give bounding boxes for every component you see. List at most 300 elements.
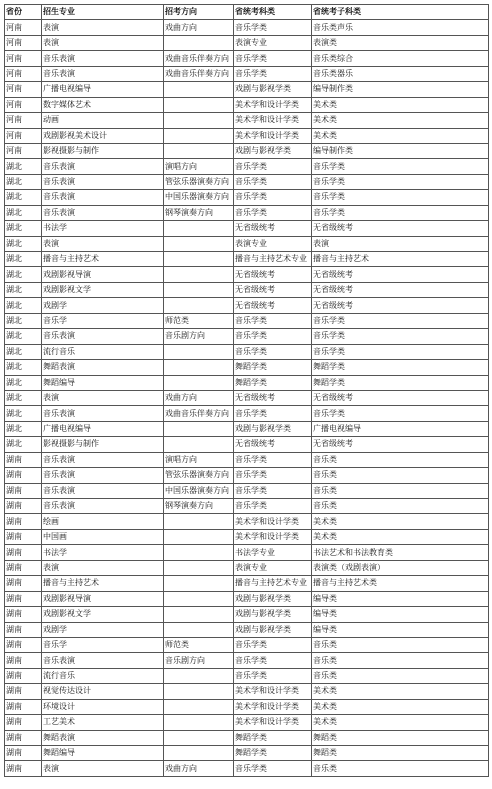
cell-direction: 管弦乐器演奏方向 <box>164 468 234 483</box>
cell-province: 湖南 <box>5 468 42 483</box>
table-row <box>5 298 489 313</box>
cell-direction <box>164 421 234 436</box>
cell-major: 中国画 <box>42 529 164 544</box>
cell-direction <box>164 113 234 128</box>
cell-direction <box>164 282 234 297</box>
cell-exam-subcategory: 编导制作类 <box>312 143 489 158</box>
cell-major: 音乐表演 <box>42 51 164 66</box>
cell-major: 影视摄影与制作 <box>42 143 164 158</box>
cell-major: 音乐表演 <box>42 205 164 220</box>
cell-direction: 戏曲音乐伴奏方向 <box>164 51 234 66</box>
cell-direction: 管弦乐器演奏方向 <box>164 174 234 189</box>
cell-province: 湖南 <box>5 607 42 622</box>
cell-province: 湖南 <box>5 529 42 544</box>
cell-direction: 戏曲音乐伴奏方向 <box>164 66 234 81</box>
table-row <box>5 421 489 436</box>
cell-exam-subcategory: 表演类 <box>312 35 489 50</box>
cell-exam-category: 无省级统考 <box>234 282 312 297</box>
cell-exam-category: 音乐学类 <box>234 159 312 174</box>
cell-direction: 戏曲方向 <box>164 761 234 776</box>
header-exam-subcategory: 省统考子科类 <box>312 5 489 20</box>
cell-exam-subcategory: 播音与主持艺术类 <box>312 576 489 591</box>
header-exam-category: 省统考科类 <box>234 5 312 20</box>
cell-major: 音乐表演 <box>42 190 164 205</box>
cell-exam-category: 戏剧与影视学类 <box>234 607 312 622</box>
cell-exam-category: 音乐学类 <box>234 66 312 81</box>
table-row <box>5 360 489 375</box>
table-row <box>5 406 489 421</box>
cell-exam-subcategory: 音乐学类 <box>312 344 489 359</box>
table-row <box>5 282 489 297</box>
table-row <box>5 128 489 143</box>
cell-exam-category: 无省级统考 <box>234 298 312 313</box>
cell-exam-subcategory: 无省级统考 <box>312 282 489 297</box>
cell-exam-subcategory: 音乐类声乐 <box>312 20 489 35</box>
table-row <box>5 699 489 714</box>
cell-exam-category: 表演专业 <box>234 236 312 251</box>
table-row <box>5 545 489 560</box>
cell-province: 湖北 <box>5 406 42 421</box>
cell-major: 流行音乐 <box>42 344 164 359</box>
cell-province: 湖北 <box>5 190 42 205</box>
cell-exam-subcategory: 音乐类 <box>312 468 489 483</box>
cell-province: 湖北 <box>5 375 42 390</box>
cell-exam-subcategory: 舞蹈学类 <box>312 375 489 390</box>
cell-exam-subcategory: 舞蹈类 <box>312 730 489 745</box>
cell-direction: 戏曲方向 <box>164 20 234 35</box>
header-major: 招生专业 <box>42 5 164 20</box>
cell-exam-subcategory: 播音与主持艺术 <box>312 252 489 267</box>
table-row <box>5 159 489 174</box>
cell-exam-category: 音乐学类 <box>234 205 312 220</box>
table-row <box>5 576 489 591</box>
cell-major: 数字媒体艺术 <box>42 97 164 112</box>
cell-direction: 演唱方向 <box>164 159 234 174</box>
cell-exam-category: 舞蹈学类 <box>234 360 312 375</box>
cell-exam-subcategory: 舞蹈类 <box>312 746 489 761</box>
cell-direction <box>164 128 234 143</box>
cell-exam-subcategory: 音乐学类 <box>312 406 489 421</box>
cell-province: 湖南 <box>5 715 42 730</box>
cell-major: 工艺美术 <box>42 715 164 730</box>
cell-exam-subcategory: 编导制作类 <box>312 82 489 97</box>
cell-province: 湖南 <box>5 699 42 714</box>
cell-exam-subcategory: 音乐类综合 <box>312 51 489 66</box>
cell-exam-subcategory: 无省级统考 <box>312 390 489 405</box>
cell-province: 河南 <box>5 20 42 35</box>
cell-province: 河南 <box>5 143 42 158</box>
cell-exam-subcategory: 美术类 <box>312 529 489 544</box>
cell-direction <box>164 35 234 50</box>
table-body <box>5 20 489 776</box>
cell-exam-subcategory: 美术类 <box>312 699 489 714</box>
table-row <box>5 452 489 467</box>
table-row <box>5 236 489 251</box>
cell-major: 表演 <box>42 35 164 50</box>
cell-direction <box>164 97 234 112</box>
cell-exam-category: 表演专业 <box>234 560 312 575</box>
cell-direction: 师范类 <box>164 637 234 652</box>
cell-exam-category: 音乐学类 <box>234 637 312 652</box>
cell-direction: 戏曲音乐伴奏方向 <box>164 406 234 421</box>
cell-exam-category: 戏剧与影视学类 <box>234 82 312 97</box>
table-row <box>5 529 489 544</box>
cell-major: 书法学 <box>42 545 164 560</box>
cell-major: 音乐表演 <box>42 174 164 189</box>
cell-exam-category: 书法学专业 <box>234 545 312 560</box>
cell-major: 音乐表演 <box>42 159 164 174</box>
cell-exam-subcategory: 音乐学类 <box>312 205 489 220</box>
cell-direction <box>164 591 234 606</box>
cell-major: 戏剧学 <box>42 622 164 637</box>
cell-exam-category: 音乐学类 <box>234 499 312 514</box>
table-row <box>5 499 489 514</box>
cell-exam-category: 戏剧与影视学类 <box>234 421 312 436</box>
cell-major: 表演 <box>42 20 164 35</box>
table-row <box>5 653 489 668</box>
table-row <box>5 174 489 189</box>
cell-exam-category: 音乐学类 <box>234 20 312 35</box>
cell-exam-category: 音乐学类 <box>234 329 312 344</box>
table-row <box>5 607 489 622</box>
cell-direction: 钢琴演奏方向 <box>164 499 234 514</box>
cell-exam-subcategory: 美术类 <box>312 113 489 128</box>
cell-exam-category: 音乐学类 <box>234 344 312 359</box>
cell-province: 河南 <box>5 51 42 66</box>
cell-exam-subcategory: 美术类 <box>312 97 489 112</box>
cell-major: 舞蹈表演 <box>42 730 164 745</box>
cell-exam-subcategory: 无省级统考 <box>312 267 489 282</box>
cell-exam-category: 戏剧与影视学类 <box>234 143 312 158</box>
cell-direction <box>164 560 234 575</box>
cell-exam-subcategory: 音乐类 <box>312 499 489 514</box>
cell-province: 湖南 <box>5 591 42 606</box>
header-direction: 招考方向 <box>164 5 234 20</box>
cell-exam-category: 播音与主持艺术专业 <box>234 252 312 267</box>
cell-exam-subcategory: 表演 <box>312 236 489 251</box>
cell-exam-category: 音乐学类 <box>234 761 312 776</box>
cell-exam-category: 美术学和设计学类 <box>234 113 312 128</box>
cell-major: 戏剧影视文学 <box>42 607 164 622</box>
cell-direction <box>164 529 234 544</box>
cell-major: 广播电视编导 <box>42 82 164 97</box>
cell-direction: 演唱方向 <box>164 452 234 467</box>
table-row <box>5 35 489 50</box>
cell-major: 舞蹈表演 <box>42 360 164 375</box>
cell-province: 河南 <box>5 35 42 50</box>
cell-direction <box>164 267 234 282</box>
cell-exam-category: 音乐学类 <box>234 653 312 668</box>
table-row <box>5 715 489 730</box>
cell-province: 湖北 <box>5 329 42 344</box>
table-header-row <box>5 5 489 20</box>
cell-direction <box>164 236 234 251</box>
cell-province: 湖南 <box>5 452 42 467</box>
table-row <box>5 684 489 699</box>
cell-province: 湖北 <box>5 159 42 174</box>
cell-major: 表演 <box>42 236 164 251</box>
cell-exam-category: 美术学和设计学类 <box>234 529 312 544</box>
cell-province: 湖南 <box>5 483 42 498</box>
cell-exam-category: 美术学和设计学类 <box>234 699 312 714</box>
cell-major: 流行音乐 <box>42 668 164 683</box>
cell-province: 河南 <box>5 97 42 112</box>
cell-province: 湖北 <box>5 221 42 236</box>
cell-exam-category: 无省级统考 <box>234 221 312 236</box>
cell-direction <box>164 298 234 313</box>
cell-province: 湖北 <box>5 236 42 251</box>
cell-major: 表演 <box>42 560 164 575</box>
cell-exam-category: 舞蹈学类 <box>234 730 312 745</box>
cell-exam-subcategory: 无省级统考 <box>312 437 489 452</box>
cell-exam-category: 音乐学类 <box>234 452 312 467</box>
cell-province: 湖南 <box>5 560 42 575</box>
cell-exam-subcategory: 音乐类 <box>312 668 489 683</box>
table-row <box>5 20 489 35</box>
cell-province: 湖南 <box>5 746 42 761</box>
cell-exam-category: 美术学和设计学类 <box>234 514 312 529</box>
cell-exam-subcategory: 音乐类 <box>312 653 489 668</box>
cell-exam-subcategory: 音乐学类 <box>312 190 489 205</box>
cell-major: 戏剧学 <box>42 298 164 313</box>
cell-exam-category: 舞蹈学类 <box>234 375 312 390</box>
cell-direction <box>164 684 234 699</box>
cell-province: 湖北 <box>5 174 42 189</box>
cell-direction <box>164 82 234 97</box>
cell-major: 书法学 <box>42 221 164 236</box>
cell-exam-category: 音乐学类 <box>234 468 312 483</box>
cell-direction <box>164 143 234 158</box>
cell-major: 音乐表演 <box>42 653 164 668</box>
cell-province: 湖北 <box>5 360 42 375</box>
cell-exam-subcategory: 书法艺术和书法教育类 <box>312 545 489 560</box>
table-row <box>5 190 489 205</box>
cell-major: 舞蹈编导 <box>42 746 164 761</box>
cell-province: 河南 <box>5 128 42 143</box>
cell-exam-category: 舞蹈学类 <box>234 746 312 761</box>
cell-exam-category: 无省级统考 <box>234 390 312 405</box>
cell-exam-category: 音乐学类 <box>234 174 312 189</box>
cell-major: 音乐表演 <box>42 452 164 467</box>
cell-province: 河南 <box>5 82 42 97</box>
cell-province: 湖南 <box>5 668 42 683</box>
cell-exam-subcategory: 广播电视编导 <box>312 421 489 436</box>
cell-major: 动画 <box>42 113 164 128</box>
cell-direction: 师范类 <box>164 313 234 328</box>
cell-exam-subcategory: 美术类 <box>312 715 489 730</box>
cell-exam-category: 音乐学类 <box>234 483 312 498</box>
table-row <box>5 622 489 637</box>
table-row <box>5 252 489 267</box>
cell-province: 湖南 <box>5 637 42 652</box>
cell-exam-category: 无省级统考 <box>234 437 312 452</box>
cell-direction: 中国乐器演奏方向 <box>164 190 234 205</box>
table-row <box>5 437 489 452</box>
cell-exam-subcategory: 音乐类 <box>312 761 489 776</box>
table-row <box>5 66 489 81</box>
cell-major: 音乐表演 <box>42 329 164 344</box>
cell-exam-category: 美术学和设计学类 <box>234 684 312 699</box>
cell-major: 音乐表演 <box>42 406 164 421</box>
cell-major: 音乐学 <box>42 637 164 652</box>
cell-province: 湖南 <box>5 684 42 699</box>
cell-exam-category: 音乐学类 <box>234 668 312 683</box>
cell-exam-subcategory: 音乐类 <box>312 483 489 498</box>
cell-direction <box>164 375 234 390</box>
header-province: 省份 <box>5 5 42 20</box>
cell-direction <box>164 576 234 591</box>
cell-major: 环境设计 <box>42 699 164 714</box>
cell-direction <box>164 730 234 745</box>
cell-exam-category: 音乐学类 <box>234 190 312 205</box>
cell-exam-subcategory: 音乐类 <box>312 452 489 467</box>
cell-province: 湖南 <box>5 514 42 529</box>
cell-exam-category: 音乐学类 <box>234 51 312 66</box>
table-row <box>5 761 489 776</box>
cell-major: 戏剧影视文学 <box>42 282 164 297</box>
cell-province: 湖北 <box>5 267 42 282</box>
cell-direction <box>164 746 234 761</box>
cell-province: 湖北 <box>5 313 42 328</box>
cell-province: 湖南 <box>5 653 42 668</box>
cell-major: 音乐表演 <box>42 499 164 514</box>
table-row <box>5 514 489 529</box>
cell-exam-subcategory: 舞蹈学类 <box>312 360 489 375</box>
cell-direction <box>164 668 234 683</box>
table-row <box>5 267 489 282</box>
cell-exam-subcategory: 美术类 <box>312 684 489 699</box>
cell-province: 湖南 <box>5 622 42 637</box>
cell-direction: 钢琴演奏方向 <box>164 205 234 220</box>
cell-province: 湖北 <box>5 421 42 436</box>
cell-major: 戏剧影视美术设计 <box>42 128 164 143</box>
cell-major: 视觉传达设计 <box>42 684 164 699</box>
cell-direction <box>164 344 234 359</box>
cell-exam-category: 美术学和设计学类 <box>234 97 312 112</box>
admissions-table <box>4 4 489 777</box>
cell-province: 湖北 <box>5 252 42 267</box>
table-row <box>5 344 489 359</box>
table-row <box>5 375 489 390</box>
cell-province: 湖北 <box>5 344 42 359</box>
table-row <box>5 313 489 328</box>
cell-exam-category: 音乐学类 <box>234 313 312 328</box>
table-row <box>5 82 489 97</box>
cell-province: 湖南 <box>5 761 42 776</box>
cell-major: 音乐表演 <box>42 66 164 81</box>
cell-major: 表演 <box>42 761 164 776</box>
cell-direction <box>164 622 234 637</box>
cell-exam-subcategory: 无省级统考 <box>312 298 489 313</box>
table-row <box>5 468 489 483</box>
cell-direction: 音乐剧方向 <box>164 329 234 344</box>
cell-direction <box>164 360 234 375</box>
table-row <box>5 221 489 236</box>
cell-exam-subcategory: 无省级统考 <box>312 221 489 236</box>
cell-major: 表演 <box>42 390 164 405</box>
cell-province: 湖北 <box>5 437 42 452</box>
table-row <box>5 51 489 66</box>
cell-exam-subcategory: 编导类 <box>312 607 489 622</box>
table-row <box>5 560 489 575</box>
cell-exam-subcategory: 表演类（戏剧表演） <box>312 560 489 575</box>
cell-exam-category: 美术学和设计学类 <box>234 128 312 143</box>
cell-direction <box>164 545 234 560</box>
cell-exam-category: 表演专业 <box>234 35 312 50</box>
cell-direction <box>164 514 234 529</box>
table-row <box>5 730 489 745</box>
cell-major: 音乐表演 <box>42 483 164 498</box>
cell-exam-category: 戏剧与影视学类 <box>234 591 312 606</box>
cell-exam-subcategory: 编导类 <box>312 591 489 606</box>
table-row <box>5 329 489 344</box>
cell-exam-category: 美术学和设计学类 <box>234 715 312 730</box>
cell-direction: 戏曲方向 <box>164 390 234 405</box>
table-row <box>5 143 489 158</box>
cell-exam-category: 戏剧与影视学类 <box>234 622 312 637</box>
cell-province: 湖北 <box>5 282 42 297</box>
cell-direction <box>164 715 234 730</box>
cell-major: 广播电视编导 <box>42 421 164 436</box>
table-row <box>5 746 489 761</box>
cell-direction <box>164 699 234 714</box>
table-row <box>5 205 489 220</box>
cell-major: 音乐学 <box>42 313 164 328</box>
table-row <box>5 483 489 498</box>
cell-exam-category: 音乐学类 <box>234 406 312 421</box>
cell-direction <box>164 607 234 622</box>
cell-major: 戏剧影视导演 <box>42 267 164 282</box>
table-row <box>5 591 489 606</box>
cell-province: 湖北 <box>5 298 42 313</box>
cell-exam-subcategory: 音乐学类 <box>312 329 489 344</box>
table-row <box>5 113 489 128</box>
cell-province: 湖北 <box>5 205 42 220</box>
cell-major: 绘画 <box>42 514 164 529</box>
cell-major: 戏剧影视导演 <box>42 591 164 606</box>
cell-major: 音乐表演 <box>42 468 164 483</box>
cell-exam-subcategory: 音乐类器乐 <box>312 66 489 81</box>
cell-exam-subcategory: 音乐学类 <box>312 159 489 174</box>
table-row <box>5 637 489 652</box>
cell-exam-subcategory: 美术类 <box>312 128 489 143</box>
cell-exam-subcategory: 音乐类 <box>312 637 489 652</box>
cell-major: 播音与主持艺术 <box>42 252 164 267</box>
cell-major: 舞蹈编导 <box>42 375 164 390</box>
cell-province: 湖南 <box>5 545 42 560</box>
cell-province: 河南 <box>5 113 42 128</box>
cell-direction: 中国乐器演奏方向 <box>164 483 234 498</box>
cell-exam-category: 播音与主持艺术专业 <box>234 576 312 591</box>
cell-direction <box>164 221 234 236</box>
cell-direction: 音乐剧方向 <box>164 653 234 668</box>
table-row <box>5 668 489 683</box>
cell-province: 湖北 <box>5 390 42 405</box>
cell-direction <box>164 437 234 452</box>
cell-exam-subcategory: 音乐学类 <box>312 313 489 328</box>
cell-province: 河南 <box>5 66 42 81</box>
cell-exam-subcategory: 编导类 <box>312 622 489 637</box>
cell-direction <box>164 252 234 267</box>
table-row <box>5 390 489 405</box>
cell-exam-category: 无省级统考 <box>234 267 312 282</box>
cell-province: 湖南 <box>5 499 42 514</box>
table-row <box>5 97 489 112</box>
cell-major: 播音与主持艺术 <box>42 576 164 591</box>
cell-province: 湖南 <box>5 730 42 745</box>
cell-exam-subcategory: 音乐学类 <box>312 174 489 189</box>
cell-major: 影视摄影与制作 <box>42 437 164 452</box>
